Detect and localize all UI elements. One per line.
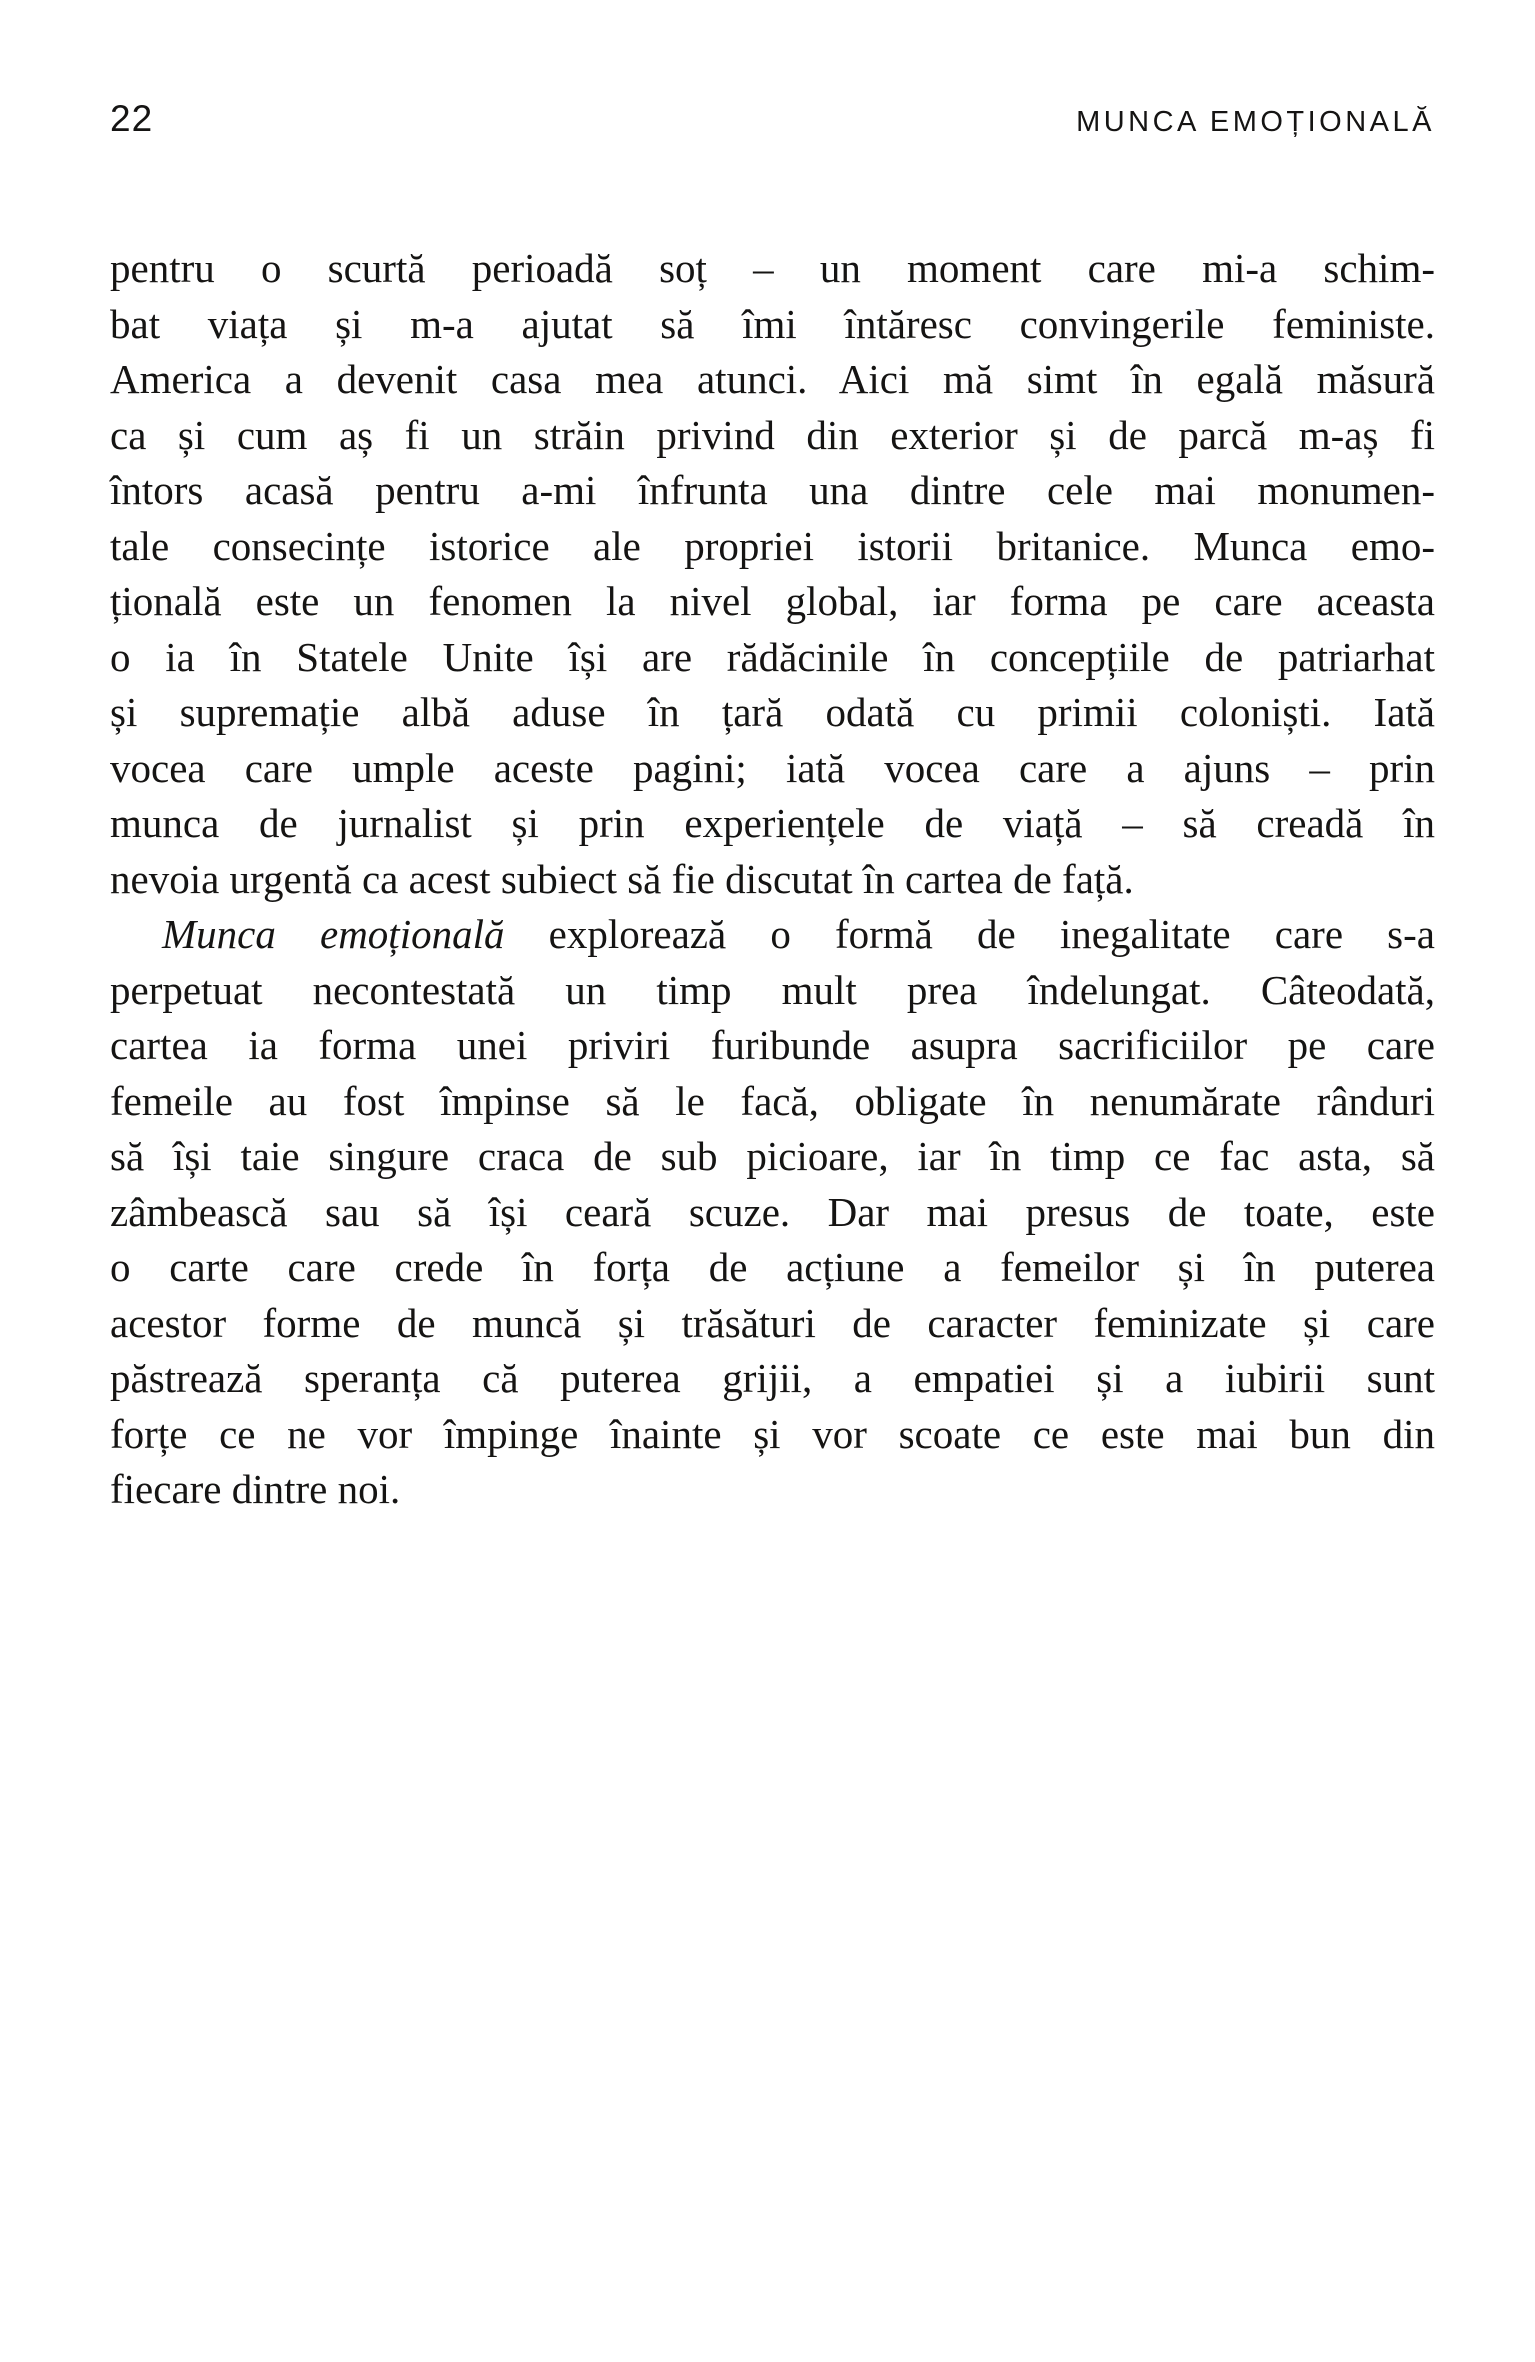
text-segment: fiecare dintre noi. bbox=[110, 1466, 401, 1512]
text-line bbox=[110, 574, 1435, 630]
text-segment: munca de jurnalist și prin experiențele de viață – să creadă în bbox=[110, 800, 1435, 846]
text-segment: tale consecințe istorice ale propriei istorii britanice. Munca emo- bbox=[110, 522, 1435, 569]
text-segment: ca și cum aș fi un străin privind din exterior și de parcă m-aș fi bbox=[110, 411, 1435, 458]
paragraph bbox=[110, 907, 1435, 1518]
text-line bbox=[110, 852, 1435, 908]
body-text bbox=[110, 241, 1435, 1518]
text-segment: zâmbească sau să își ceară scuze. Dar mai presus de toate, este bbox=[110, 1188, 1435, 1235]
text-line bbox=[110, 1240, 1435, 1296]
text-segment: nevoia urgentă ca acest subiect să fie discutat în cartea de față. bbox=[110, 855, 1134, 902]
text-segment: America a devenit casa mea atunci. Aici mă simt în egală măsură bbox=[110, 356, 1435, 402]
text-line bbox=[110, 463, 1435, 519]
text-segment: vocea care umple aceste pagini; iată vocea care a ajuns – prin bbox=[110, 744, 1435, 791]
text-line bbox=[110, 297, 1435, 353]
text-segment: perpetuat necontestată un timp mult prea îndelungat. Câteodată, bbox=[110, 966, 1435, 1013]
italic-book-title: Munca emoțională bbox=[162, 911, 505, 957]
text-line bbox=[110, 1018, 1435, 1074]
text-segment: acestor forme de muncă și trăsături de caracter feminizate și care bbox=[110, 1299, 1435, 1346]
text-line bbox=[110, 1074, 1435, 1130]
text-line bbox=[110, 1296, 1435, 1352]
text-line bbox=[110, 1407, 1435, 1463]
text-segment: bat viața și m-a ajutat să îmi întăresc convingerile feministe. bbox=[110, 300, 1435, 347]
text-segment: pentru o scurtă perioadă soț – un moment care mi-a schim- bbox=[110, 245, 1435, 291]
text-segment: o ia în Statele Unite își are rădăcinile în concepțiile de patriarhat bbox=[110, 633, 1435, 680]
text-line bbox=[110, 408, 1435, 464]
text-line bbox=[110, 519, 1435, 575]
text-line bbox=[110, 352, 1435, 408]
paragraph bbox=[110, 241, 1435, 907]
text-segment: întors acasă pentru a-mi înfrunta una dintre cele mai monumen- bbox=[110, 467, 1435, 513]
text-segment: forțe ce ne vor împinge înainte și vor scoate ce este mai bun din bbox=[110, 1410, 1435, 1457]
text-line bbox=[110, 1185, 1435, 1241]
text-segment: să își taie singure craca de sub picioare, iar în timp ce fac asta, să bbox=[110, 1133, 1435, 1179]
text-segment: păstrează speranța că puterea grijii, a empatiei și a iubirii sunt bbox=[110, 1355, 1435, 1401]
text-segment: o carte care crede în forța de acțiune a femeilor și în puterea bbox=[110, 1244, 1435, 1290]
text-line bbox=[110, 796, 1435, 852]
text-segment: cartea ia forma unei priviri furibunde asupra sacrificiilor pe care bbox=[110, 1022, 1435, 1068]
text-line bbox=[110, 1462, 1435, 1518]
text-line bbox=[110, 963, 1435, 1019]
text-line bbox=[110, 630, 1435, 686]
page-number: 22 bbox=[110, 98, 154, 139]
text-segment: femeile au fost împinse să le facă, obligate în nenumărate rânduri bbox=[110, 1077, 1435, 1124]
text-line bbox=[110, 907, 1435, 963]
text-segment: explorează o formă de inegalitate care s-a bbox=[504, 911, 1435, 957]
running-head bbox=[110, 100, 1435, 137]
text-line bbox=[110, 741, 1435, 797]
text-line bbox=[110, 241, 1435, 297]
text-segment: țională este un fenomen la nivel global, iar forma pe care aceasta bbox=[110, 578, 1435, 624]
text-segment: și supremație albă aduse în țară odată cu primii coloniști. Iată bbox=[110, 689, 1435, 735]
text-line bbox=[110, 1129, 1435, 1185]
running-head-title: MUNCA EMOȚIONALĂ bbox=[1076, 106, 1435, 138]
text-line bbox=[110, 1351, 1435, 1407]
text-line bbox=[110, 685, 1435, 741]
